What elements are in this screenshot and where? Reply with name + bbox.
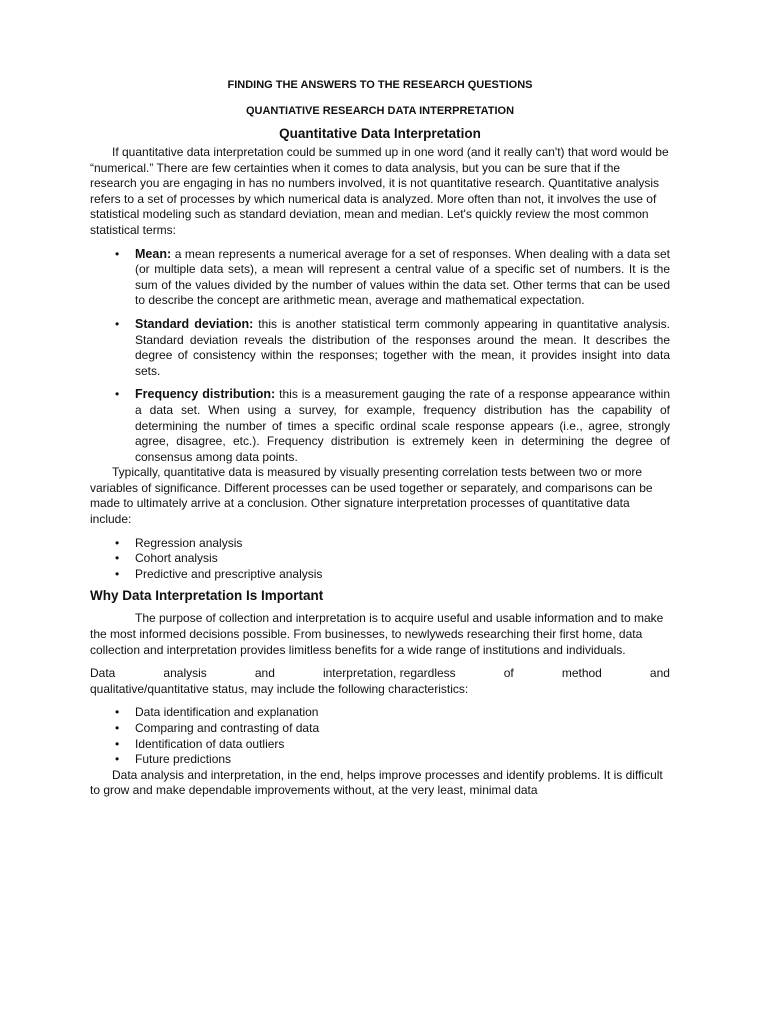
purpose-paragraph: The purpose of collection and interpretation is to acquire useful and usable information and to make the most informed decisions possible. From businesses, to newlyweds researching their first home, data collection and interpretation provides limitless benefits for a wide range of institutions and individuals. (90, 611, 664, 657)
list-item-label: Regression analysis (135, 535, 243, 550)
list-item (115, 736, 670, 753)
list-item (115, 316, 670, 379)
characteristics-list (90, 705, 670, 767)
list-item (115, 752, 670, 768)
bullet-icon: • (115, 721, 120, 735)
section-title: Why Data Interpretation Is Important (90, 588, 324, 604)
word: method (561, 666, 602, 681)
list-item (115, 551, 670, 567)
list-item (115, 566, 670, 583)
list-item (115, 705, 670, 721)
term-text: this is a measurement gauging the rate of a response appearance within a data set. When using a survey, for example, frequency distribution has the capability of determining the number of times a specific ordinal scale response appears (i.e., agree, strongly agree, disagree, etc.). Frequency distribution is extremely keen in determining the degree of consensus among data points. (135, 387, 670, 464)
list-item (115, 721, 670, 737)
list-item-label: Comparing and contrasting of data (135, 721, 320, 735)
word: and (254, 666, 275, 681)
bullet-icon: • (115, 551, 120, 566)
bullet-icon: • (115, 566, 120, 581)
term-name: Mean: (135, 246, 172, 261)
word: Data (90, 666, 116, 681)
list-item (115, 535, 670, 552)
list-item-label: Future predictions (135, 752, 232, 767)
characteristics-continuation: qualitative/quantitative status, may include the following characteristics: (90, 681, 469, 696)
document-title: Quantitative Data Interpretation (279, 126, 481, 141)
bullet-icon: • (115, 752, 120, 767)
list-item (115, 387, 670, 465)
list-item (115, 246, 670, 309)
list-item-label: Data identification and explanation (135, 705, 319, 720)
list-item-label: Identification of data outliers (135, 736, 285, 751)
terms-list (90, 247, 670, 466)
bullet-icon: • (115, 736, 120, 751)
conclusion-paragraph: Data analysis and interpretation, in the end, helps improve processes and identify problems. It is difficult to grow and make dependable improvements without, at the very least, minimal data (90, 767, 663, 798)
list-item-label: Cohort analysis (135, 551, 218, 566)
term-text: a mean represents a numerical average for a set of responses. When dealing with a data set (or multiple data sets), a mean will represent a central value of a specific set of numbers. It is the sum of the values divided by the number of values within the data set. Other terms that can be used to describe the concept are arithmetic mean, average and mathematical expectation. (135, 246, 670, 308)
document-subheader: QUANTIATIVE RESEARCH DATA INTERPRETATION (245, 105, 515, 117)
word: interpretation, regardless (322, 666, 456, 681)
term-name: Frequency distribution: (135, 387, 276, 402)
term-name: Standard deviation: (135, 316, 254, 331)
intro-paragraph: If quantitative data interpretation could be summed up in one word (and it really can't) that word would be “numerical.” There are few certainties when it comes to data analysis, but you can be sure that if the research you are engaging in has no numbers involved, it is not quantitative research. Quantitative analysis refers to a set of processes by which numerical data is analyzed. More often than not, it involves the use of statistical modeling such as standard deviation, mean and median. Let's quickly review the most common statistical terms: (90, 145, 669, 237)
bullet-icon: • (115, 705, 120, 720)
characteristics-line (90, 666, 670, 682)
bullet-icon: • (115, 246, 120, 261)
term-text: this is another statistical term commonly appearing in quantitative analysis. Standard deviation reveals the distribution of the responses around the mean. It describes the degree of consistency within the responses; together with the mean, it provides insight into data sets. (135, 316, 670, 378)
word: analysis (163, 666, 207, 681)
document-header: FINDING THE ANSWERS TO THE RESEARCH QUESTIONS (227, 79, 533, 91)
list-item-label: Predictive and prescriptive analysis (135, 566, 323, 581)
bullet-icon: • (115, 316, 120, 331)
document-page (90, 78, 670, 799)
typically-paragraph: Typically, quantitative data is measured by visually presenting correlation tests between two or more variables of significance. Different processes can be used together or separately, and comparisons can be made to ultimately arrive at a conclusion. Other signature interpretation processes of quantitative data include: (90, 465, 653, 527)
word: of (503, 666, 514, 681)
bullet-icon: • (115, 387, 120, 402)
bullet-icon: • (115, 535, 120, 550)
word: and (649, 666, 670, 681)
processes-list (90, 536, 670, 583)
